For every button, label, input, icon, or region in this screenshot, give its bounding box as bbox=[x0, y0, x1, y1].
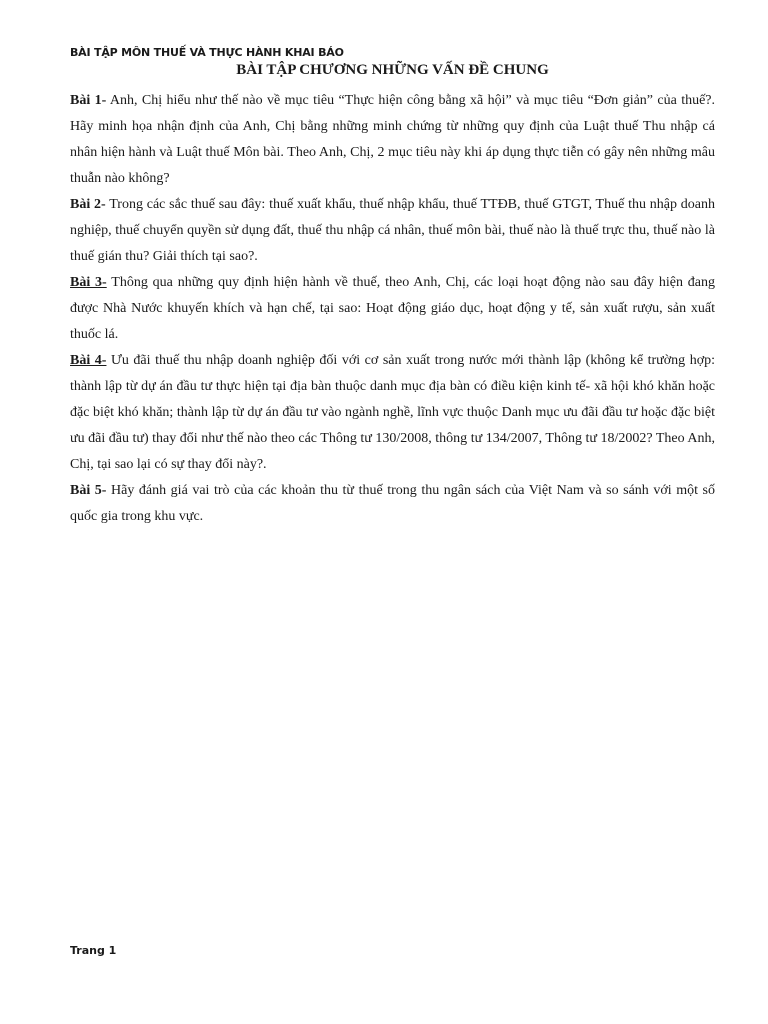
exercise-2 bbox=[70, 192, 715, 270]
exercise-3 bbox=[70, 270, 715, 348]
exercise-2-label: Bài 2- bbox=[70, 197, 106, 212]
exercise-3-text: Thông qua những quy định hiện hành về thuế, theo Anh, Chị, các loại hoạt động nào sau đây hiện đang được Nhà Nước khuyến khích và hạn chế, tại sao: Hoạt động giáo dục, hoạt động y tế, sản xuất rượu, sản xuất thuốc lá. bbox=[70, 275, 715, 342]
exercise-1 bbox=[70, 88, 715, 192]
exercise-5 bbox=[70, 478, 715, 530]
exercise-5-text: Hãy đánh giá vai trò của các khoản thu từ thuế trong thu ngân sách của Việt Nam và so sánh với một số quốc gia trong khu vực. bbox=[70, 483, 716, 524]
exercise-4 bbox=[70, 348, 715, 478]
exercise-4-label: Bài 4- bbox=[70, 353, 107, 368]
document-body bbox=[70, 88, 715, 530]
exercise-2-text: Trong các sắc thuế sau đây: thuế xuất khẩu, thuế nhập khẩu, thuế TTĐB, thuế GTGT, Thuế thu nhập doanh nghiệp, thuế chuyển quyền sử dụng đất, thuế thu nhập cá nhân, thuế môn bài, thuế nào là thuế trực thu, thuế nào là thuế gián thu? Giải thích tại sao?. bbox=[70, 197, 715, 264]
exercise-4-text: Ưu đãi thuế thu nhập doanh nghiệp đối với cơ sản xuất trong nước mới thành lập (không kể trường hợp: thành lập từ dự án đầu tư thực hiện tại địa bàn thuộc danh mục địa bàn có điều kiện kinh tế- xã hội khó khăn hoặc đặc biệt khó khăn; thành lập từ dự án đầu tư vào ngành nghề, lĩnh vực thuộc Danh mục ưu đãi đầu tư hoặc đặc biệt ưu đãi đầu tư) thay đổi như thế nào theo các Thông tư 130/2008, thông tư 134/2007, Thông tư 18/2002? Theo Anh, Chị, tại sao lại có sự thay đổi này?. bbox=[70, 353, 716, 472]
exercise-5-label: Bài 5- bbox=[70, 483, 107, 498]
exercise-1-label: Bài 1- bbox=[70, 93, 107, 108]
page-number: Trang 1 bbox=[70, 944, 117, 957]
document-header: BÀI TẬP MÔN THUẾ VÀ THỰC HÀNH KHAI BÁO bbox=[70, 46, 344, 59]
exercise-3-label: Bài 3- bbox=[70, 275, 107, 290]
exercise-1-text: Anh, Chị hiểu như thế nào về mục tiêu “Thực hiện công bằng xã hội” và mục tiêu “Đơn giản” của thuế?. Hãy minh họa nhận định của Anh, Chị bằng những minh chứng từ những quy định của Luật thuế Thu nhập cá nhân hiện hành và Luật thuế Môn bài. Theo Anh, Chị, 2 mục tiêu này khi áp dụng thực tiễn có gây nên những mâu thuẫn nào không? bbox=[70, 93, 716, 186]
document-title: BÀI TẬP CHƯƠNG NHỮNG VẤN ĐỀ CHUNG bbox=[236, 62, 549, 78]
